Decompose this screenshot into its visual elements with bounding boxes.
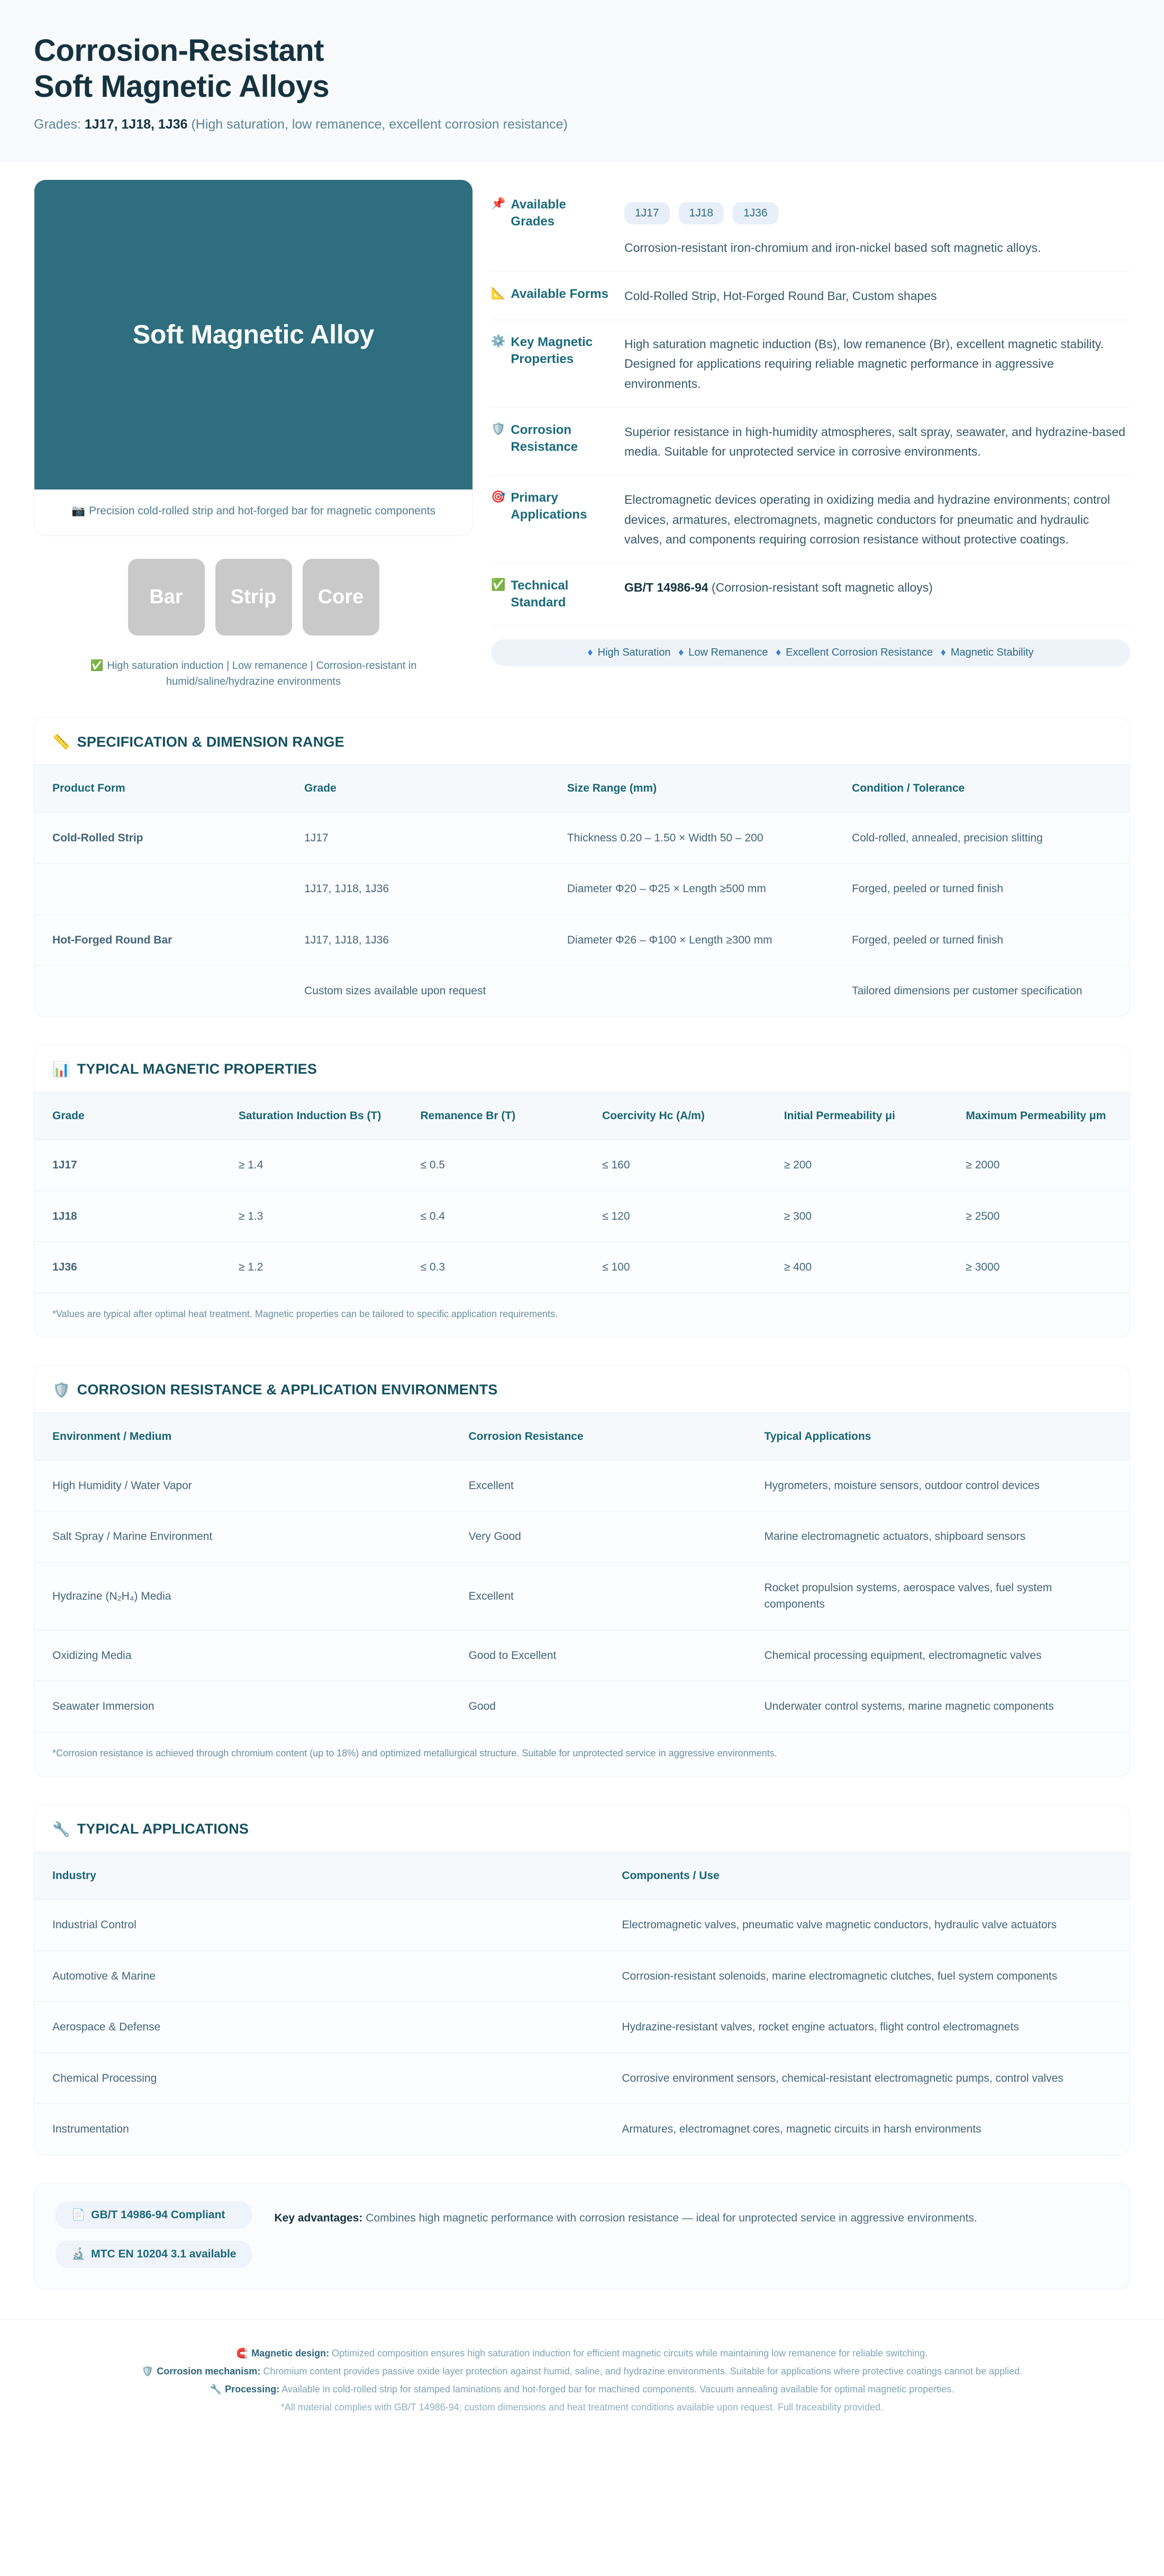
cell-grade: 1J17, 1J18, 1J36 <box>286 864 549 915</box>
footer-compliance-note: *All material complies with GB/T 14986-94; custom dimensions and heat treatment conditions available upon request. Full traceability provided. <box>280 2402 884 2413</box>
cell-mui: ≥ 400 <box>784 1261 812 1274</box>
product-thumbnail-row <box>34 559 473 636</box>
cell-grade: 1J17 <box>286 812 549 864</box>
bullet-icon: ♦ <box>587 647 593 658</box>
cell-grade: 1J18 <box>34 1191 221 1242</box>
corrosion-resistance-section-header <box>34 1366 1130 1412</box>
cell-bs: ≥ 1.4 <box>221 1140 403 1191</box>
corrosion-resistance-note: *Corrosion resistance is achieved through chromium content (up to 18%) and optimized metallurgical structure. Suitable for unprotected service in aggressive environments. <box>34 1732 1130 1776</box>
table-row <box>34 1562 1130 1630</box>
column-header-environment: Environment / Medium <box>34 1412 451 1460</box>
typical-applications-table <box>34 1852 1130 2155</box>
cell-mui: ≥ 200 <box>766 1140 948 1191</box>
grade-chip-1j36[interactable]: 1J36 <box>733 202 778 224</box>
column-header-components: Components / Use <box>604 1852 1130 1899</box>
document-icon: 📄 <box>71 2208 86 2221</box>
spec-label-key-magnetic-properties <box>491 334 611 368</box>
table-row <box>34 1511 1130 1563</box>
cell-mum: ≥ 3000 <box>966 1261 1000 1274</box>
page-title-line-1: Corrosion-Resistant <box>34 33 324 68</box>
caption-text: Precision cold-rolled strip and hot-forged bar for magnetic components <box>89 504 435 517</box>
column-header-product-form: Product Form <box>34 765 286 812</box>
feature-pill-item: High Saturation <box>597 647 671 658</box>
grade-description-text: Corrosion-resistant iron-chromium and iron-nickel based soft magnetic alloys. <box>624 240 1041 255</box>
page-header <box>0 0 1164 161</box>
specification-section <box>34 717 1130 1017</box>
spec-label-text: Key Magnetic Properties <box>511 335 593 367</box>
specification-section-title: SPECIFICATION & DIMENSION RANGE <box>77 733 344 750</box>
typical-applications-section <box>34 1804 1130 2155</box>
column-header-condition: Condition / Tolerance <box>834 765 1130 812</box>
table-row <box>34 1191 1130 1242</box>
magnetic-properties-table <box>34 1092 1130 1293</box>
cell-resistance: Very Good <box>451 1511 747 1563</box>
magnetic-properties-section <box>34 1045 1130 1338</box>
cell-condition: Forged, peeled or turned finish <box>834 914 1130 966</box>
corrosion-resistance-section-title: CORROSION RESISTANCE & APPLICATION ENVIRONMENTS <box>77 1382 498 1398</box>
cell-product-form: Cold-Rolled Strip <box>34 812 286 864</box>
cell-mui: ≥ 300 <box>766 1191 948 1242</box>
spec-value-available-forms: Cold-Rolled Strip, Hot-Forged Round Bar, Custom shapes <box>624 288 937 303</box>
cell-industry: Aerospace & Defense <box>34 2002 604 2053</box>
shield-icon: 🛡️ <box>141 2366 154 2377</box>
cell-size-range: Diameter Φ26 – Φ100 × Length ≥300 mm <box>549 914 834 966</box>
spec-label-primary-applications <box>491 489 611 523</box>
certification-badge-mtc[interactable] <box>56 2241 252 2268</box>
camera-icon: 📷 <box>71 504 86 517</box>
footer-text: Available in cold-rolled strip for stamped laminations and hot-forged bar for machined components. Vacuum annealing available for optimal magnetic properties. <box>279 2384 954 2395</box>
wrench-icon: 🔧 <box>210 2384 222 2395</box>
cell-applications: Underwater control systems, marine magnetic components <box>764 1700 1054 1713</box>
cell-industry: Chemical Processing <box>34 2053 604 2104</box>
cell-applications: Hygrometers, moisture sensors, outdoor control devices <box>746 1460 1130 1511</box>
column-header-maximum-permeability: Maximum Permeability μm <box>948 1092 1130 1139</box>
corrosion-resistance-section <box>34 1365 1130 1777</box>
table-row <box>34 1460 1130 1511</box>
spec-value-primary-applications: Electromagnetic devices operating in oxidizing media and hydrazine environments; control devices, armatures, electromagnets, magnetic conductors for pneumatic and hydraulic valves, and components requiring corrosion resistance without protective coatings. <box>624 493 1110 546</box>
product-media-card <box>34 179 473 536</box>
column-header-remanence: Remanence Br (T) <box>403 1092 585 1139</box>
column-header-size-range: Size Range (mm) <box>549 765 834 812</box>
microscope-icon: 🔬 <box>71 2247 86 2260</box>
product-image-caption <box>34 489 472 535</box>
cell-components: Corrosion-resistant solenoids, marine electromagnetic clutches, fuel system components <box>604 1951 1130 2002</box>
spec-row-primary-applications <box>491 476 1130 564</box>
page-title-line-2: Soft Magnetic Alloys <box>34 69 330 104</box>
footer-label: Processing: <box>225 2384 280 2395</box>
spec-row-grade-description <box>491 235 1130 272</box>
certification-badge-group <box>56 2201 252 2268</box>
bullet-icon: ♦ <box>678 647 684 658</box>
column-header-corrosion-resistance: Corrosion Resistance <box>451 1412 747 1460</box>
feature-note-text: High saturation induction | Low remanence | Corrosion-resistant in humid/saline/hydrazine environments <box>107 660 417 688</box>
cell-bs: ≥ 1.3 <box>221 1191 403 1242</box>
cell-grade: Custom sizes available upon request <box>304 985 486 997</box>
bullet-icon: ♦ <box>775 647 781 658</box>
column-header-typical-applications: Typical Applications <box>746 1412 1130 1460</box>
column-header-grade: Grade <box>34 1092 221 1139</box>
check-mark-icon: ✅ <box>491 578 506 592</box>
spec-value-technical-standard <box>624 577 1130 597</box>
footer-line-magnetic-design <box>34 2344 1130 2362</box>
cell-resistance: Good <box>468 1700 496 1713</box>
cell-condition: Tailored dimensions per customer specification <box>852 985 1083 997</box>
table-row <box>34 1951 1130 2002</box>
spec-label-text: Available Forms <box>511 286 608 301</box>
hero-feature-pill <box>491 639 1130 666</box>
table-row <box>34 1242 1130 1293</box>
table-header-row <box>34 1852 1130 1899</box>
cell-product-form <box>34 966 286 1017</box>
spec-label-available-forms <box>491 286 611 303</box>
table-header-row <box>34 1412 1130 1460</box>
triangular-ruler-icon: 📐 <box>491 286 506 300</box>
cell-components: Corrosive environment sensors, chemical-resistant electromagnetic pumps, control valves <box>604 2053 1130 2104</box>
hero-spec-column <box>491 179 1130 666</box>
cell-br: ≤ 0.4 <box>403 1191 585 1242</box>
column-header-grade: Grade <box>286 765 549 812</box>
hero-feature-note <box>34 658 473 690</box>
footer-label: Corrosion mechanism: <box>157 2366 261 2377</box>
key-advantages-label: Key advantages: <box>274 2211 363 2224</box>
table-row <box>34 1140 1130 1191</box>
page-title <box>34 33 1130 105</box>
thumbnail-strip[interactable] <box>215 559 292 636</box>
specification-section-header <box>34 718 1130 764</box>
table-row <box>34 1630 1130 1681</box>
cell-resistance: Excellent <box>451 1562 747 1630</box>
spec-value-corrosion-resistance: Superior resistance in high-humidity atmospheres, salt spray, seawater, and hydrazine-based media. Suitable for unprotected service in corrosive environments. <box>624 424 1125 459</box>
pushpin-icon: 📌 <box>491 196 506 210</box>
cell-grade: 1J17, 1J18, 1J36 <box>286 914 549 966</box>
spec-row-technical-standard <box>491 564 1130 625</box>
cell-hc: ≤ 160 <box>584 1140 766 1191</box>
spec-row-corrosion-resistance <box>491 408 1130 476</box>
certification-badge-label: MTC EN 10204 3.1 available <box>91 2247 237 2260</box>
cell-condition: Cold-rolled, annealed, precision slitting <box>834 812 1130 864</box>
typical-applications-section-header <box>34 1805 1130 1852</box>
column-header-industry: Industry <box>34 1852 604 1899</box>
grade-chip-group <box>624 202 778 224</box>
spec-label-technical-standard <box>491 577 611 611</box>
specification-table <box>34 764 1130 1016</box>
spec-row-key-magnetic-properties <box>491 320 1130 408</box>
technical-standard-desc: (Corrosion-resistant soft magnetic alloys) <box>708 580 933 595</box>
cell-hc: ≤ 100 <box>602 1261 630 1274</box>
table-row <box>34 2053 1130 2104</box>
cell-size-range: Thickness 0.20 – 1.50 × Width 50 – 200 <box>549 812 834 864</box>
cell-industry: Industrial Control <box>34 1900 604 1951</box>
key-advantages-body: Combines high magnetic performance with corrosion resistance — ideal for unprotected service in aggressive environments. <box>362 2211 977 2224</box>
cell-resistance: Good to Excellent <box>451 1630 747 1681</box>
product-image-label: Soft Magnetic Alloy <box>132 320 375 350</box>
table-header-row <box>34 1092 1130 1139</box>
cell-environment: Salt Spray / Marine Environment <box>34 1511 451 1563</box>
cell-environment: Oxidizing Media <box>34 1630 451 1681</box>
spec-row-available-forms <box>491 272 1130 320</box>
spec-label-text: Available Grades <box>511 197 566 229</box>
subtitle-prefix: Grades: <box>34 116 85 132</box>
shield-icon: 🛡️ <box>491 422 506 436</box>
table-row <box>34 2002 1130 2053</box>
footer-label: Magnetic design: <box>251 2347 330 2359</box>
subtitle-suffix: (High saturation, low remanence, excellent corrosion resistance) <box>187 116 568 132</box>
certification-badge-gbt[interactable] <box>56 2201 252 2229</box>
thumbnail-core[interactable] <box>303 559 379 636</box>
spec-label-text: Primary Applications <box>511 491 587 522</box>
cell-hc: ≤ 120 <box>584 1191 766 1242</box>
target-icon: 🎯 <box>491 490 506 504</box>
cell-product-form: Hot-Forged Round Bar <box>34 914 286 966</box>
spec-label-corrosion-resistance <box>491 422 611 456</box>
table-row <box>34 1900 1130 1951</box>
spec-label-text: Technical Standard <box>511 578 569 610</box>
cell-environment: Seawater Immersion <box>52 1700 154 1713</box>
table-row <box>34 812 1130 864</box>
footer-text: Optimized composition ensures high saturation induction for efficient magnetic circuits while maintaining low remanence for reliable switching. <box>329 2347 928 2359</box>
hero-media-column <box>34 179 473 690</box>
spec-label-available-grades <box>491 196 611 230</box>
table-row <box>34 1681 1130 1732</box>
magnetic-properties-section-header <box>34 1045 1130 1092</box>
cell-environment: Hydrazine (N₂H₄) Media <box>34 1562 451 1630</box>
table-header-row <box>34 765 1130 812</box>
cell-br: ≤ 0.3 <box>420 1261 445 1274</box>
cell-mum: ≥ 2000 <box>948 1140 1130 1191</box>
gear-icon: ⚙️ <box>491 334 506 348</box>
footer-text: Chromium content provides passive oxide layer protection against humid, saline, and hydrazine environments. Suitable for applications where protective coatings cannot be applied. <box>260 2366 1023 2377</box>
spec-row-available-grades <box>491 183 1130 235</box>
page-footer <box>0 2319 1164 2447</box>
cell-components: Electromagnetic valves, pneumatic valve magnetic conductors, hydraulic valve actuators <box>604 1900 1130 1951</box>
cell-condition: Forged, peeled or turned finish <box>834 864 1130 915</box>
grade-chip-1j17[interactable]: 1J17 <box>624 202 670 224</box>
table-row <box>34 2104 1130 2155</box>
cell-grade: 1J17 <box>34 1140 221 1191</box>
feature-pill-item: Low Remanence <box>688 647 768 658</box>
thumbnail-label: Core <box>317 586 364 609</box>
ruler-icon: 📏 <box>52 734 70 750</box>
wrench-icon: 🔧 <box>52 1821 70 1837</box>
subtitle-grades: 1J17, 1J18, 1J36 <box>84 116 188 132</box>
cell-industry: Instrumentation <box>52 2123 129 2136</box>
product-image-placeholder <box>34 180 472 489</box>
spec-label-text: Corrosion Resistance <box>511 422 578 454</box>
feature-pill-item: Excellent Corrosion Resistance <box>786 647 933 658</box>
footer-line-corrosion-mechanism <box>34 2362 1130 2380</box>
thumbnail-label: Bar <box>149 586 183 609</box>
footer-line-processing <box>34 2380 1130 2398</box>
cell-environment: High Humidity / Water Vapor <box>34 1460 451 1511</box>
cell-components: Armatures, electromagnet cores, magnetic circuits in harsh environments <box>622 2123 981 2136</box>
thumbnail-bar[interactable] <box>128 559 205 636</box>
grade-chip-1j18[interactable]: 1J18 <box>679 202 724 224</box>
magnet-icon: 🧲 <box>236 2347 249 2359</box>
spec-value-key-magnetic-properties: High saturation magnetic induction (Bs), low remanence (Br), excellent magnetic stability. Designed for applications requiring reliable magnetic performance in aggressive environments. <box>624 337 1104 391</box>
hero-section <box>34 161 1130 690</box>
typical-applications-section-title: TYPICAL APPLICATIONS <box>77 1821 249 1837</box>
cell-size-range: Diameter Φ20 – Φ25 × Length ≥500 mm <box>549 864 834 915</box>
certification-badge-label: GB/T 14986-94 Compliant <box>91 2208 225 2221</box>
table-row <box>34 864 1130 915</box>
cell-product-form <box>34 864 286 915</box>
shield-icon: 🛡️ <box>52 1382 70 1398</box>
corrosion-resistance-table <box>34 1412 1130 1732</box>
cell-mum: ≥ 2500 <box>948 1191 1130 1242</box>
cell-industry: Automotive & Marine <box>34 1951 604 2002</box>
check-mark-icon: ✅ <box>90 660 104 672</box>
table-row <box>34 966 1130 1017</box>
table-row <box>34 914 1130 966</box>
cell-components: Hydrazine-resistant valves, rocket engine actuators, flight control electromagnets <box>604 2002 1130 2053</box>
cell-size-range <box>549 966 834 1017</box>
key-advantages-text <box>274 2201 977 2227</box>
cell-grade: 1J36 <box>52 1261 77 1274</box>
bar-chart-icon: 📊 <box>52 1061 70 1077</box>
column-header-coercivity: Coercivity Hc (A/m) <box>584 1092 766 1139</box>
cell-resistance: Excellent <box>451 1460 747 1511</box>
page-subtitle <box>34 117 1130 132</box>
magnetic-properties-section-title: TYPICAL MAGNETIC PROPERTIES <box>77 1061 317 1077</box>
feature-pill-item: Magnetic Stability <box>950 647 1034 658</box>
technical-standard-code: GB/T 14986-94 <box>624 580 708 595</box>
cell-applications: Marine electromagnetic actuators, shipboard sensors <box>746 1511 1130 1563</box>
magnetic-properties-note: *Values are typical after optimal heat treatment. Magnetic properties can be tailored to specific application requirements. <box>34 1293 1130 1337</box>
cell-br: ≤ 0.5 <box>403 1140 585 1191</box>
bullet-icon: ♦ <box>940 647 946 658</box>
thumbnail-label: Strip <box>230 586 277 609</box>
column-header-initial-permeability: Initial Permeability μi <box>766 1092 948 1139</box>
cell-applications: Chemical processing equipment, electromagnetic valves <box>746 1630 1130 1681</box>
certifications-card <box>34 2183 1130 2290</box>
column-header-saturation-induction: Saturation Induction Bs (T) <box>221 1092 403 1139</box>
cell-applications: Rocket propulsion systems, aerospace valves, fuel system components <box>746 1562 1130 1630</box>
cell-bs: ≥ 1.2 <box>238 1261 263 1274</box>
